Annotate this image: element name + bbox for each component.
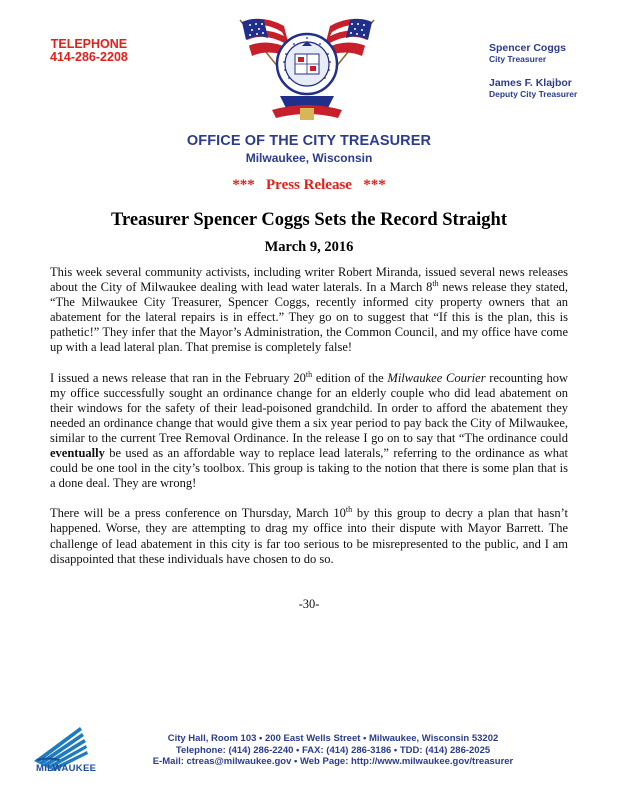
footer-phones: Telephone: (414) 286-2240 • FAX: (414) 286-3186 • TDD: (414) 286-2025 <box>175 744 491 756</box>
headline: Treasurer Spencer Coggs Sets the Record Straight <box>111 210 507 230</box>
officials-block <box>489 42 577 100</box>
article-body <box>50 265 568 582</box>
telephone-block <box>50 38 128 64</box>
office-title: OFFICE OF THE CITY TREASURER <box>186 133 432 149</box>
deputy-name: James F. Klajbor <box>489 77 572 89</box>
deputy-title: Deputy City Treasurer <box>489 89 578 99</box>
footer-contact <box>140 733 526 768</box>
paragraph-1: This week several community activists, including writer Robert Miranda, issued several news releases about the City of Milwaukee dealing with lead water laterals. In a March 8th news release they stated, “The Milwaukee City Treasurer, Spencer Coggs, recently informed city property owners that an abatement for the lateral repairs is in effect.” They go on to suggest that “If this is the plan, this is pathetic!” They infer that the Mayor’s Administration, the Common Council, and my office have come up with a lead lateral plan. That premise is completely false! <box>50 265 568 355</box>
footer-address: City Hall, Room 103 • 200 East Wells Street • Milwaukee, Wisconsin 53202 <box>167 733 499 744</box>
logo-text: MILWAUKEE <box>36 763 97 774</box>
footer-email-web: E-Mail: ctreas@milwaukee.gov • Web Page: http://www.milwaukee.gov/treasurer <box>152 756 514 767</box>
seal-base-icon <box>272 96 342 120</box>
telephone-number: 414-286-2208 <box>50 50 128 64</box>
milwaukee-logo-icon <box>32 723 132 785</box>
release-date: March 9, 2016 <box>264 239 354 255</box>
city-seal-icon <box>232 12 382 126</box>
paragraph-2: I issued a news release that ran in the February 20th edition of the Milwaukee Courier recounting how my office successfully sought an ordinance change for an elderly couple who did lead abatement on their windows for the safety of their lead-poisoned grandchild. In order to afford the abatement they needed an ordinance change that would give them a six year period to pay back the City of Milwaukee, similar to the current Tree Removal Ordinance. In the release I go on to say that “The ordinance could eventually be used as an affordable way to replace lead laterals,” referring to the ordinance as what could be one tool in the city’s toolbox. This group is taking to the notion that there is some plan that is a done deal. They are wrong! <box>50 369 569 491</box>
press-release-label: *** Press Release *** <box>232 177 386 193</box>
end-mark: -30- <box>298 597 320 611</box>
office-location: Milwaukee, Wisconsin <box>245 151 373 165</box>
treasurer-name: Spencer Coggs <box>489 42 567 54</box>
treasurer-title: City Treasurer <box>489 54 547 64</box>
seal-disc-icon <box>277 34 337 94</box>
telephone-label: TELEPHONE <box>50 37 128 51</box>
paragraph-3: There will be a press conference on Thursday, March 10th by this group to decry a plan that hasn’t happened. Worse, they are attempting to drag my office into their dispute with Mayor Barrett. The challenge of lead abatement in this city is far too serious to be misrepresented to the public, and I am disappointed that these individuals have chosen to do so. <box>50 505 568 566</box>
